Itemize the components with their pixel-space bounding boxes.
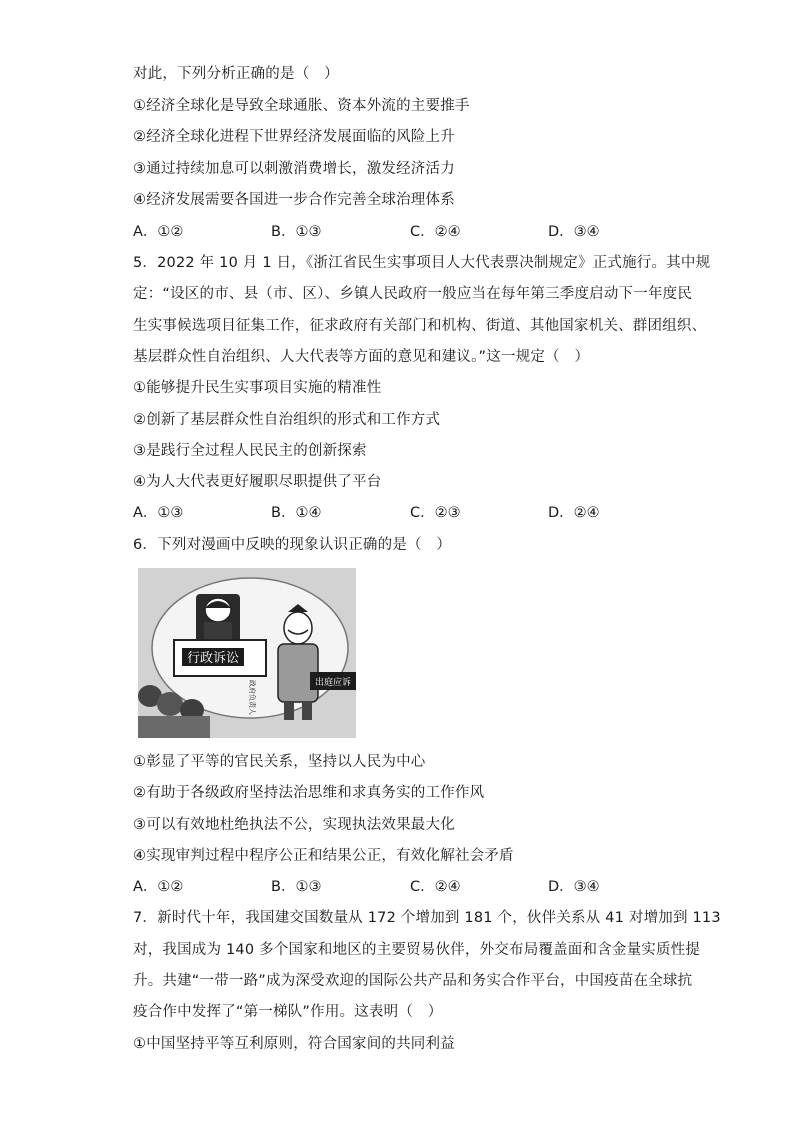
q7-stem-line-2: 对，我国成为 140 多个国家和地区的主要贸易伙伴，外交布局覆盖面和含金量实质性提 (133, 942, 701, 958)
q6-item-4: ④实现审判过程中程序公正和结果公正，有效化解社会矛盾 (133, 848, 514, 864)
q5-item-2: ②创新了基层群众性自治组织的形式和工作方式 (133, 412, 441, 428)
q4-item-1: ①经济全球化是导致全球通胀、资本外流的主要推手 (133, 98, 470, 114)
q4-option-c[interactable]: C．②④ (410, 224, 461, 240)
crowd-head (157, 692, 183, 716)
q4-item-3: ③通过持续加息可以刺激消费增长，激发经济活力 (133, 161, 455, 177)
q5-option-d[interactable]: D．②④ (548, 505, 600, 521)
q4-item-4: ④经济发展需要各国进一步合作完善全球治理体系 (133, 192, 455, 208)
q6-option-c[interactable]: C．②④ (410, 879, 461, 895)
q7-stem-line-4: 疫合作中发挥了“第一梯队”作用。这表明（ ） (133, 1004, 443, 1020)
side-sign-text: 出庭应诉 (314, 678, 352, 688)
q6-item-1: ①彰显了平等的官民关系，坚持以人民为中心 (133, 754, 426, 770)
q6-option-b[interactable]: B．①③ (271, 879, 322, 895)
cartoon-image (138, 568, 356, 738)
q7-stem-line-3: 升。共建“一带一路”成为深受欢迎的国际公共产品和务实合作平台，中国疫苗在全球抗 (133, 973, 693, 989)
q5-item-1: ①能够提升民生实事项目实施的精准性 (133, 380, 382, 396)
q4-option-d[interactable]: D．③④ (548, 224, 600, 240)
q5-option-a[interactable]: A．①③ (133, 505, 184, 521)
q5-item-4: ④为人大代表更好履职尽职提供了平台 (133, 474, 382, 490)
bench-sign-text: 行政诉讼 (186, 651, 240, 666)
q6-option-d[interactable]: D．③④ (548, 879, 600, 895)
q5-stem-line-4: 基层群众性自治组织、人大代表等方面的意见和建议。”这一规定（ ） (133, 349, 590, 365)
q7-stem-line-1: 7．新时代十年，我国建交国数量从 172 个增加到 181 个，伙伴关系从 41 对增加到 113 (133, 910, 721, 926)
q5-option-b[interactable]: B．①④ (271, 505, 322, 521)
q5-stem-line-2: 定：“设区的市、县（市、区）、乡镇人民政府一般应当在每年第三季度启动下一年度民 (133, 286, 693, 302)
q4-stem-tail: 对此，下列分析正确的是（ ） (133, 66, 339, 82)
q5-stem-line-3: 生实事候选项目征集工作，征求政府有关部门和机构、街道、其他国家机关、群团组织、 (133, 318, 707, 334)
q6-item-2: ②有助于各级政府坚持法治思维和求真务实的工作作风 (133, 785, 485, 801)
q5-item-3: ③是践行全过程人民民主的创新探索 (133, 443, 367, 459)
q7-item-1: ①中国坚持平等互利原则，符合国家间的共同利益 (133, 1036, 455, 1052)
q6-option-a[interactable]: A．①② (133, 879, 184, 895)
official-badge: 政府负责人 (248, 680, 256, 715)
q4-option-b[interactable]: B．①③ (271, 224, 322, 240)
q6-item-3: ③可以有效地杜绝执法不公，实现执法效果最大化 (133, 817, 455, 833)
official-face (284, 612, 312, 644)
q5-option-c[interactable]: C．②③ (410, 505, 461, 521)
q5-stem-line-1: 5．2022 年 10 月 1 日，《浙江省民生实事项目人大代表票决制规定》正式施行。其中规 (133, 255, 711, 271)
q6-stem: 6．下列对漫画中反映的现象认识正确的是（ ） (133, 537, 452, 553)
q4-item-2: ②经济全球化进程下世界经济发展面临的风险上升 (133, 129, 455, 145)
q4-option-a[interactable]: A．①② (133, 224, 184, 240)
